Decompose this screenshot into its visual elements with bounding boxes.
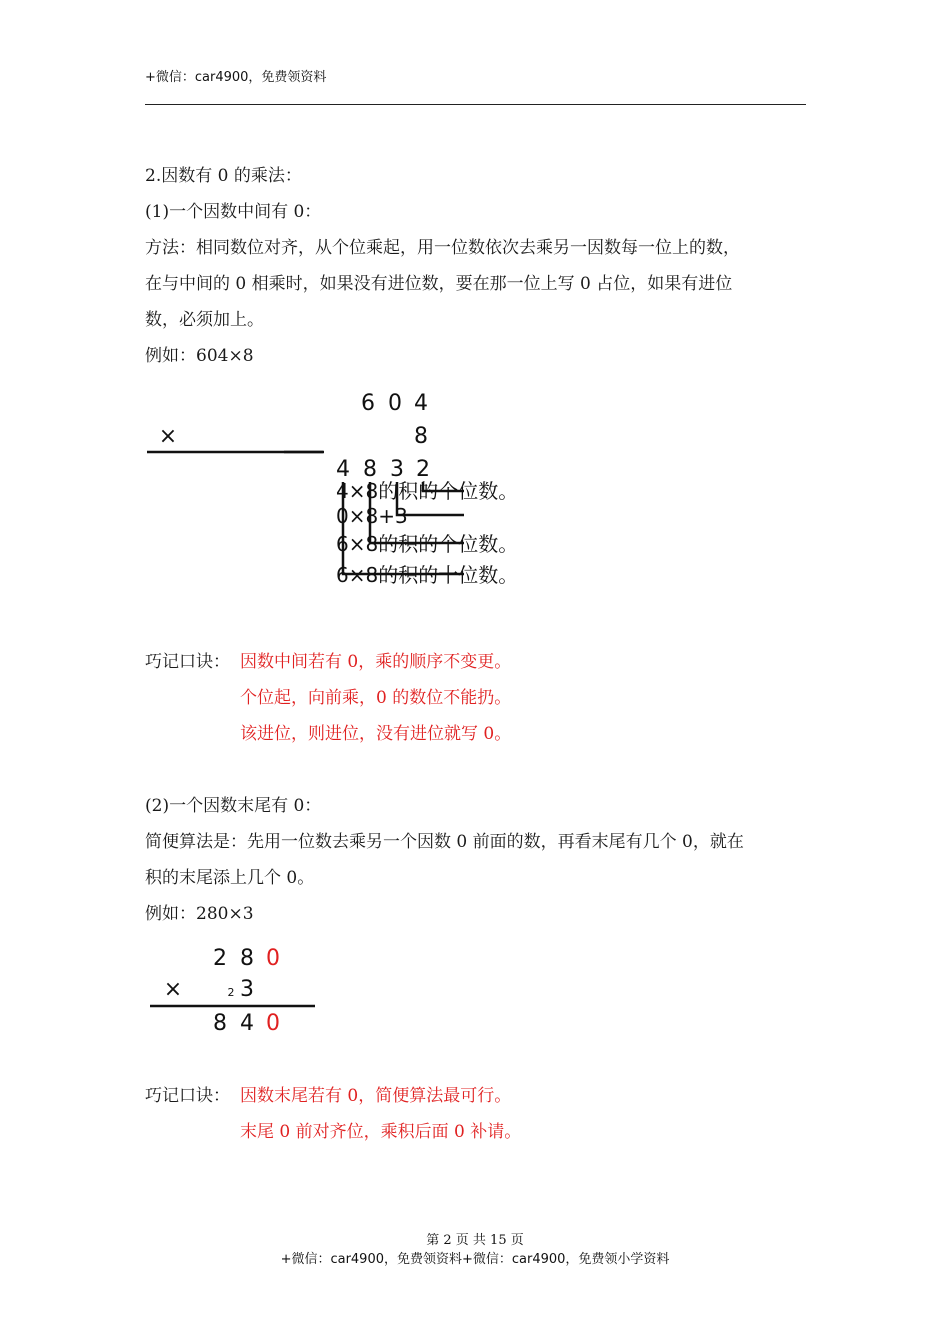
method-line-2: 在与中间的 0 相乘时，如果没有进位数，要在那一位上写 0 占位，如果有进位 xyxy=(145,274,733,294)
example-1: 例如：604×8 xyxy=(145,346,254,366)
digit-product: 8 xyxy=(213,1011,227,1036)
rhyme-2-line-2: 末尾 0 前对齐位，乘积后面 0 补请。 xyxy=(240,1122,522,1142)
footer-wechat-text: +微信：car4900，免费领资料+微信：car4900，免费领小学资料 xyxy=(280,1252,670,1267)
digit-multiplicand-zero: 0 xyxy=(266,946,280,971)
method-line-3: 数，必须加上。 xyxy=(145,310,264,330)
digit-multiplicand: 2 xyxy=(213,946,227,971)
method-line-1: 方法：相同数位对齐，从个位乘起，用一位数依次去乘另一因数每一位上的数， xyxy=(145,238,740,258)
digit-product: 4 xyxy=(240,1011,254,1036)
digit-multiplicand: 8 xyxy=(240,946,254,971)
rhyme-1-line-1: 因数中间若有 0，乘的顺序不变更。 xyxy=(240,652,512,672)
footer-page-number: 第 2 页 共 15 页 xyxy=(426,1233,524,1248)
digit-multiplier: 8 xyxy=(414,424,428,449)
subsection-title-2: (2)一个因数末尾有 0： xyxy=(145,796,322,816)
rhyme-label-2: 巧记口诀： xyxy=(145,1086,230,1106)
note-tens: 0×8+3 xyxy=(336,504,408,528)
times-sign: × xyxy=(158,424,178,449)
digit-multiplicand: 0 xyxy=(388,391,402,416)
note-thousands: 6×8的积的十位数。 xyxy=(336,563,519,587)
header-rule xyxy=(145,104,806,105)
method2-line-1: 简便算法是：先用一位数去乘另一个因数 0 前面的数，再看末尾有几个 0，就在 xyxy=(145,832,744,852)
times-sign: × xyxy=(163,977,183,1002)
digit-product: 2 xyxy=(416,457,430,482)
digit-product: 8 xyxy=(363,457,377,482)
header-wechat-text: +微信：car4900，免费领资料 xyxy=(145,70,327,85)
subsection-title-1: (1)一个因数中间有 0： xyxy=(145,202,322,222)
vertical-calc-604x8 xyxy=(140,385,580,590)
digit-product: 3 xyxy=(390,457,404,482)
rhyme-2-line-1: 因数末尾若有 0，简便算法最可行。 xyxy=(240,1086,512,1106)
vertical-calc-280x3 xyxy=(140,940,340,1040)
digit-multiplicand: 6 xyxy=(361,391,375,416)
method2-line-2: 积的末尾添上几个 0。 xyxy=(145,868,315,888)
digit-multiplicand: 4 xyxy=(414,391,428,416)
digit-multiplier: 3 xyxy=(240,977,254,1002)
note-hundreds: 6×8的积的个位数。 xyxy=(336,532,519,556)
example-2: 例如：280×3 xyxy=(145,904,254,924)
rhyme-label-1: 巧记口诀： xyxy=(145,652,230,672)
digit-product-zero: 0 xyxy=(266,1011,280,1036)
rhyme-1-line-2: 个位起，向前乘，0 的数位不能扔。 xyxy=(240,688,512,708)
note-ones: 4×8的积的个位数。 xyxy=(336,479,519,503)
section-title: 2.因数有 0 的乘法： xyxy=(145,166,302,186)
rhyme-1-line-3: 该进位，则进位，没有进位就写 0。 xyxy=(240,724,512,744)
digit-product: 4 xyxy=(336,457,350,482)
carry-digit: 2 xyxy=(227,986,235,999)
